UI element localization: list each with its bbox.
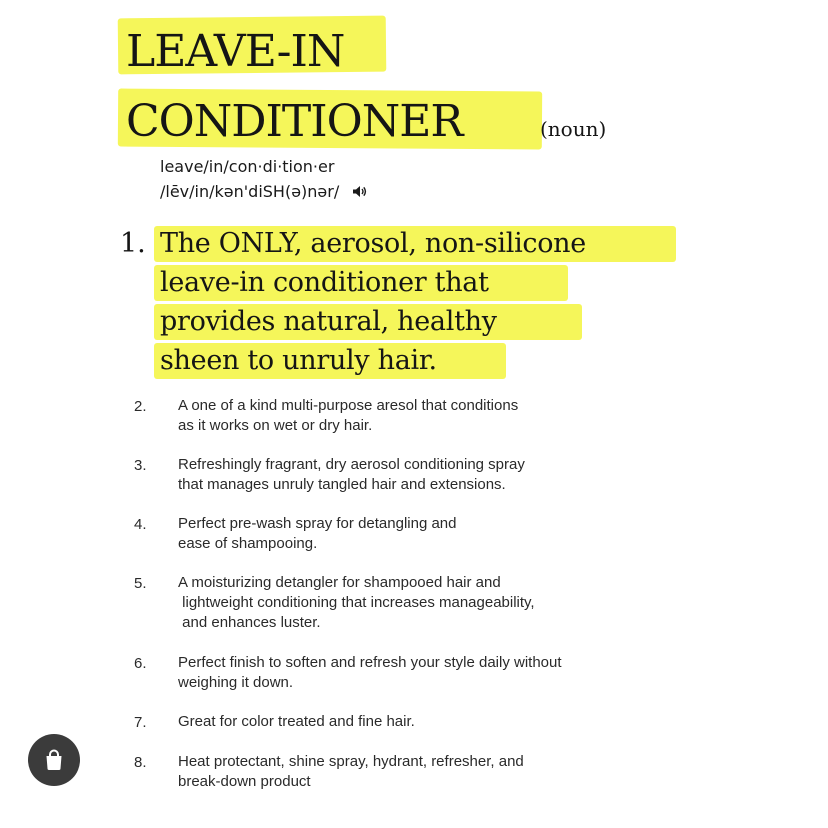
list-item xyxy=(178,712,648,732)
list-item xyxy=(178,396,648,436)
item-number: 7. xyxy=(134,714,147,731)
phonetic-text: /lēv/in/kən'diSH(ə)nər/ xyxy=(160,182,340,201)
list-item xyxy=(178,752,648,792)
item-number: 2. xyxy=(134,398,147,415)
item-line: Great for color treated and fine hair. xyxy=(178,713,415,730)
item-line: as it works on wet or dry hair. xyxy=(178,417,373,434)
item-line: A moisturizing detangler for shampooed hair and xyxy=(178,574,501,591)
item-line: weighing it down. xyxy=(178,674,294,691)
shop-button[interactable] xyxy=(28,734,80,786)
page-title-line1: LEAVE-IN xyxy=(126,26,345,77)
item-number: 3. xyxy=(134,457,147,474)
item-number: 8. xyxy=(134,754,147,771)
item-line: A one of a kind multi-purpose aresol that conditions xyxy=(178,397,519,414)
item-line: Perfect finish to soften and refresh your style daily without xyxy=(178,654,562,671)
item-line: and enhances luster. xyxy=(178,614,321,631)
item-line: lightweight conditioning that increases manageability, xyxy=(178,594,535,611)
page-title-line2: CONDITIONER xyxy=(126,96,463,147)
definition-line: leave-in conditioner that xyxy=(160,267,489,298)
definition-line: The ONLY, aerosol, non-silicone xyxy=(160,228,586,259)
shopping-bag-icon xyxy=(42,748,66,772)
definition-line: provides natural, healthy xyxy=(160,306,497,337)
list-item xyxy=(178,514,648,554)
item-line: Refreshingly fragrant, dry aerosol conditioning spray xyxy=(178,456,525,473)
part-of-speech: (noun) xyxy=(540,117,607,141)
item-line: break-down product xyxy=(178,773,311,790)
definition-number-1: 1. xyxy=(120,228,146,259)
item-line: ease of shampooing. xyxy=(178,535,318,552)
item-line: Heat protectant, shine spray, hydrant, refresher, and xyxy=(178,753,524,770)
item-line: Perfect pre-wash spray for detangling and xyxy=(178,515,457,532)
item-number: 6. xyxy=(134,655,147,672)
item-line: that manages unruly tangled hair and extensions. xyxy=(178,476,506,493)
pronunciation xyxy=(160,182,367,202)
list-item xyxy=(178,653,648,693)
speaker-icon[interactable] xyxy=(352,183,367,202)
item-number: 5. xyxy=(134,575,147,592)
item-number: 4. xyxy=(134,516,147,533)
list-item xyxy=(178,573,648,633)
definition-line: sheen to unruly hair. xyxy=(160,345,437,376)
list-item xyxy=(178,455,648,495)
syllables: leave/in/con·di·tion·er xyxy=(160,157,335,176)
